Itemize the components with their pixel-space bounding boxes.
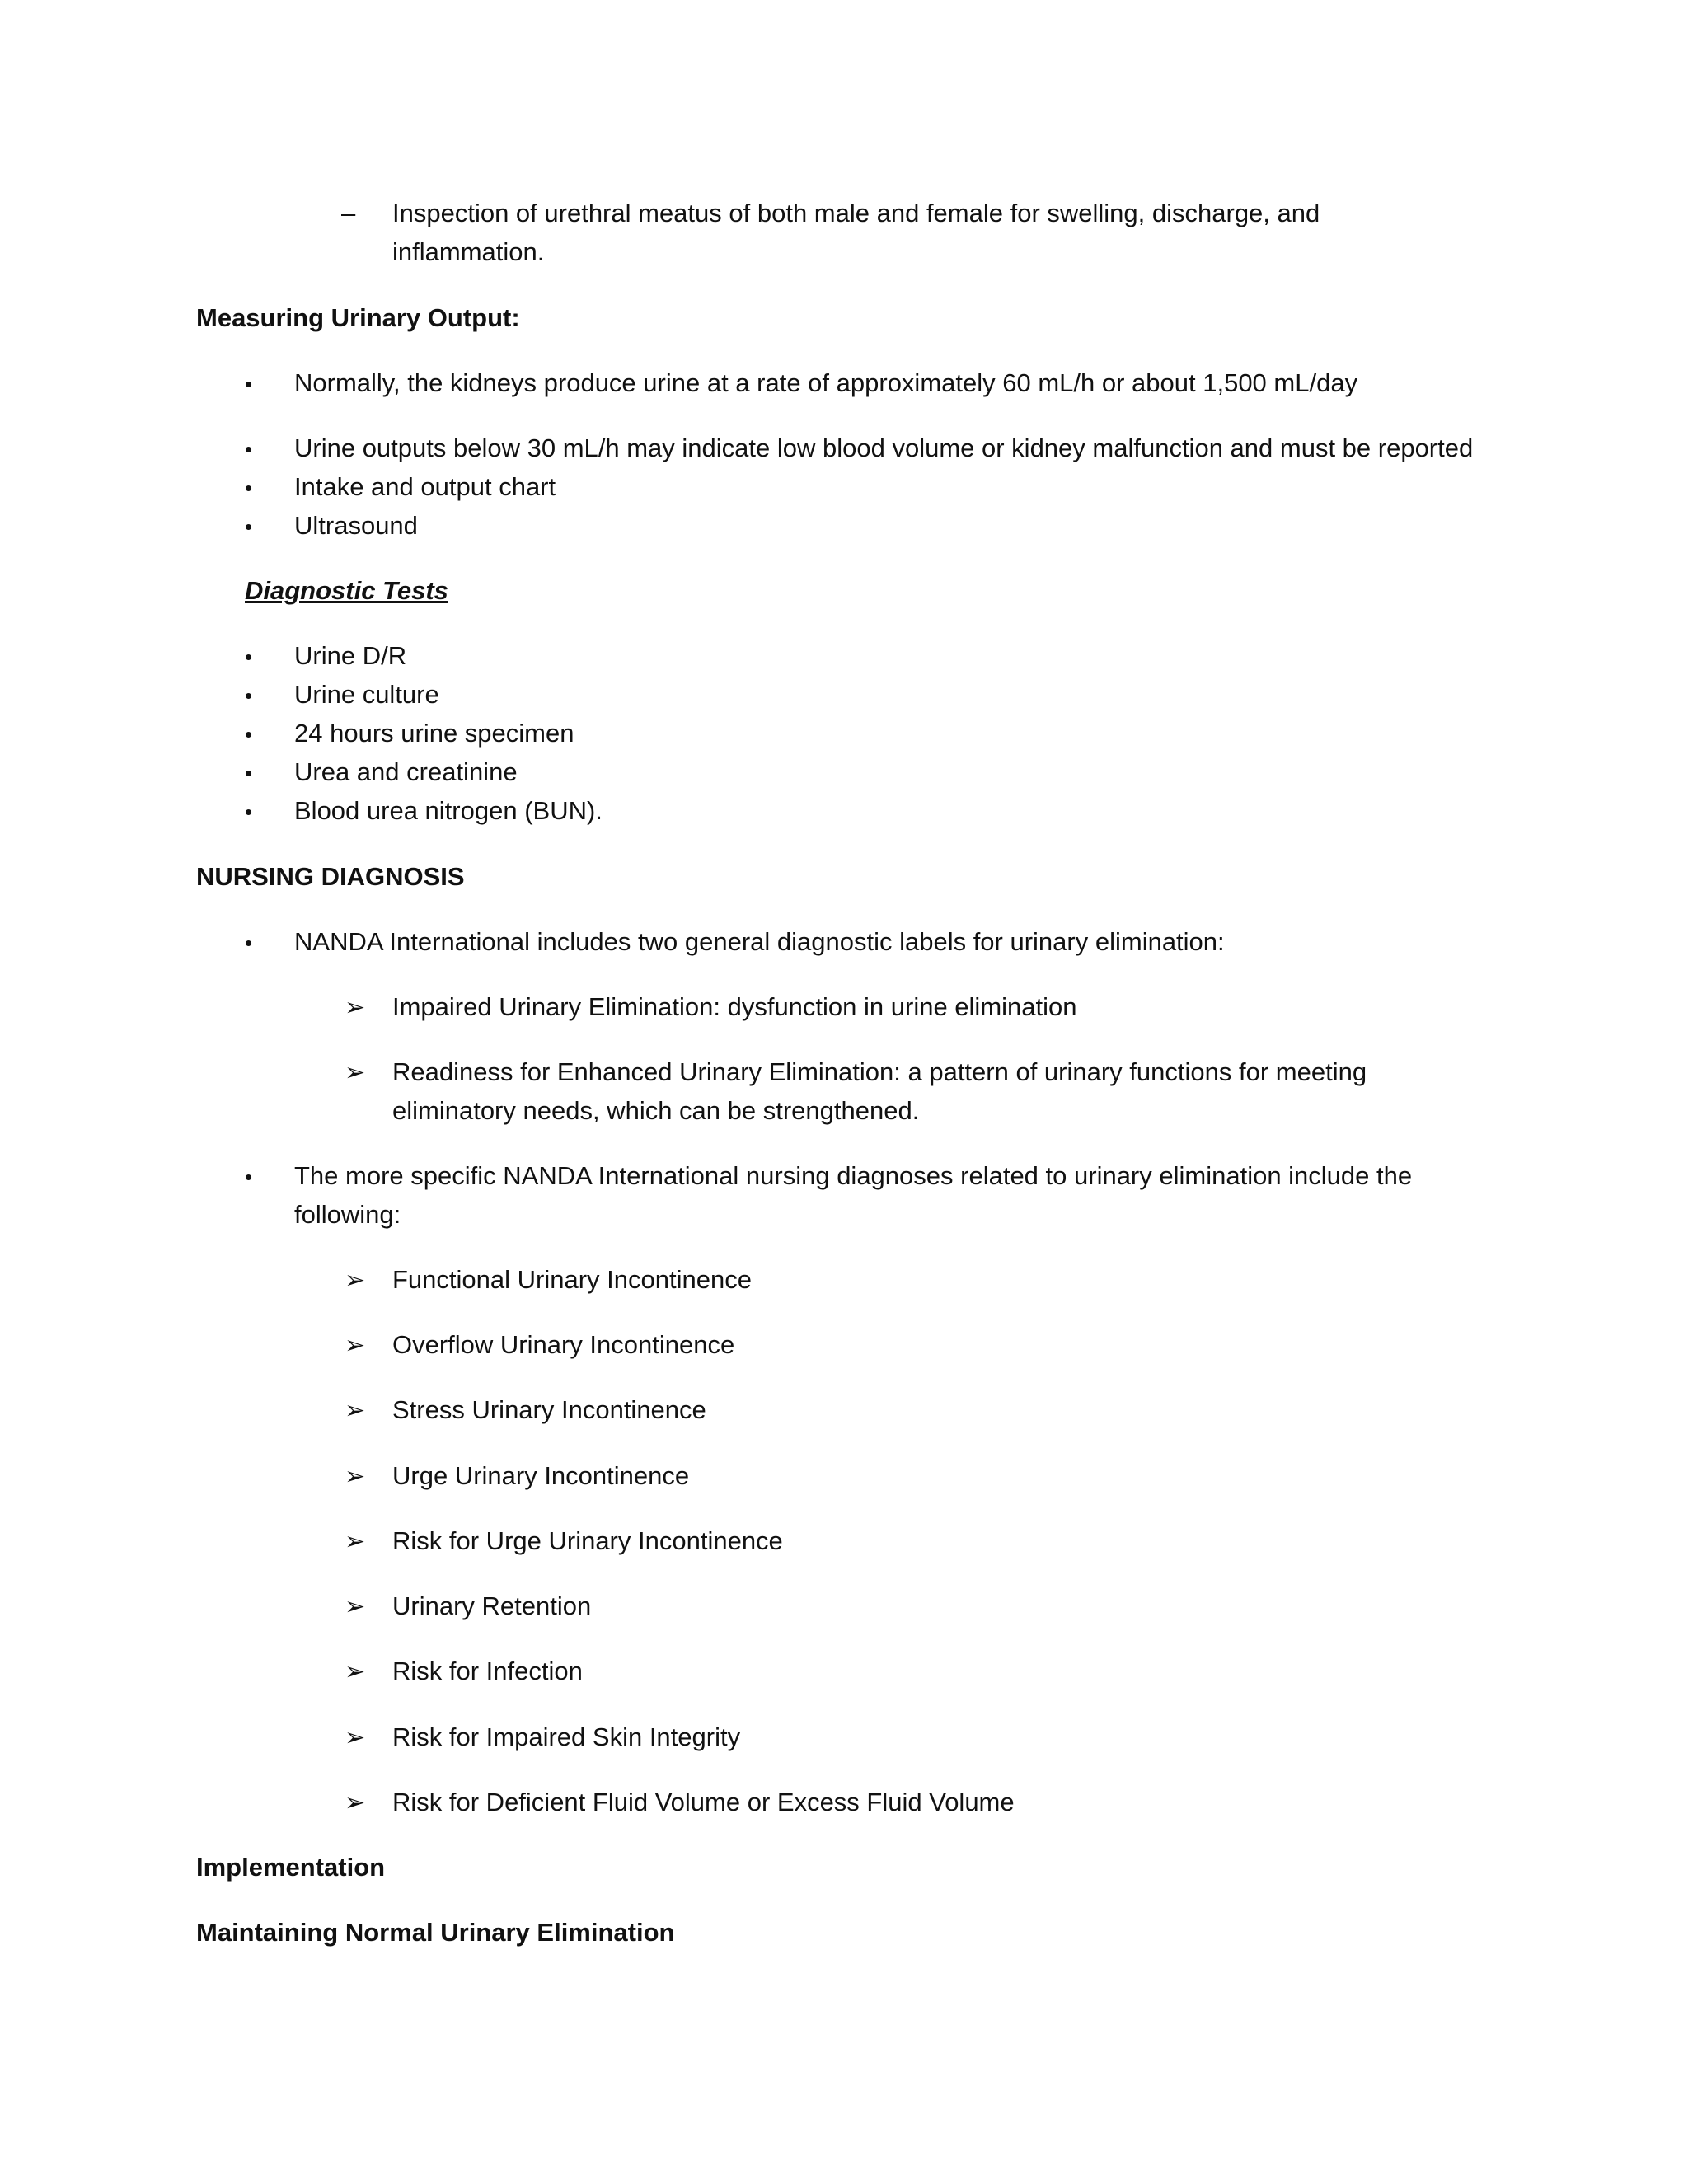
nursing-subitem: Risk for Urge Urinary Incontinence — [392, 1526, 783, 1555]
diagnostic-item: Urine D/R — [294, 641, 407, 670]
bullet-marker: • — [245, 683, 253, 708]
nursing-diagnosis-heading: NURSING DIAGNOSIS — [196, 862, 465, 891]
nursing-subitem: Urinary Retention — [392, 1591, 592, 1620]
arrow-marker: ➢ — [345, 1528, 366, 1555]
arrow-marker: ➢ — [345, 1397, 366, 1424]
bullet-marker: • — [245, 644, 253, 669]
nursing-subitem: Risk for Infection — [392, 1657, 583, 1685]
arrow-marker: ➢ — [345, 1658, 366, 1685]
bullet-marker: • — [245, 722, 253, 747]
diagnostic-tests-heading: Diagnostic Tests — [245, 576, 448, 605]
bullet-marker: • — [245, 476, 253, 500]
bullet-marker: • — [245, 761, 253, 785]
bullet-marker: • — [245, 372, 253, 396]
arrow-marker: ➢ — [345, 1332, 366, 1359]
nursing-subitem: Readiness for Enhanced Urinary Elimination: a pattern of urinary functions for meeting eliminatory needs, which can be strengthened. — [392, 1057, 1367, 1125]
nursing-subitem: Functional Urinary Incontinence — [392, 1265, 752, 1294]
diagnostic-item: 24 hours urine specimen — [294, 719, 574, 748]
nursing-subitem: Risk for Deficient Fluid Volume or Excess Fluid Volume — [392, 1788, 1015, 1816]
nursing-subitem: Stress Urinary Incontinence — [392, 1395, 706, 1424]
nursing-subitem: Impaired Urinary Elimination: dysfunction in urine elimination — [392, 992, 1077, 1021]
nursing-subitem: Overflow Urinary Incontinence — [392, 1330, 735, 1359]
maintaining-normal-urinary-elimination-heading: Maintaining Normal Urinary Elimination — [196, 1918, 675, 1947]
dash-marker: – — [341, 199, 356, 227]
measuring-item: Normally, the kidneys produce urine at a rate of approximately 60 mL/h or about 1,500 mL/day — [294, 368, 1358, 397]
measuring-item: Intake and output chart — [294, 472, 556, 501]
nursing-item: NANDA International includes two general diagnostic labels for urinary elimination: — [294, 927, 1225, 956]
arrow-marker: ➢ — [345, 1789, 366, 1816]
diagnostic-item: Urine culture — [294, 680, 439, 709]
measuring-heading: Measuring Urinary Output: — [196, 303, 520, 332]
measuring-item: Ultrasound — [294, 511, 418, 540]
bullet-marker: • — [245, 437, 253, 462]
arrow-marker: ➢ — [345, 1724, 366, 1751]
diagnostic-item: Blood urea nitrogen (BUN). — [294, 796, 603, 825]
arrow-marker: ➢ — [345, 1593, 366, 1620]
implementation-heading: Implementation — [196, 1853, 386, 1882]
bullet-marker: • — [245, 514, 253, 539]
intro-item-text: Inspection of urethral meatus of both male and female for swelling, discharge, and inflammation. — [392, 199, 1320, 266]
arrow-marker: ➢ — [345, 1463, 366, 1490]
arrow-marker: ➢ — [345, 1059, 366, 1086]
bullet-marker: • — [245, 930, 253, 955]
bullet-marker: • — [245, 1165, 253, 1189]
bullet-marker: • — [245, 799, 253, 824]
diagnostic-item: Urea and creatinine — [294, 757, 518, 786]
arrow-marker: ➢ — [345, 1267, 366, 1294]
nursing-subitem: Urge Urinary Incontinence — [392, 1461, 690, 1490]
nursing-subitem: Risk for Impaired Skin Integrity — [392, 1722, 741, 1751]
nursing-item: The more specific NANDA International nursing diagnoses related to urinary elimination include the following: — [294, 1161, 1413, 1229]
measuring-item: Urine outputs below 30 mL/h may indicate low blood volume or kidney malfunction and must be reported — [294, 434, 1474, 462]
arrow-marker: ➢ — [345, 994, 366, 1021]
